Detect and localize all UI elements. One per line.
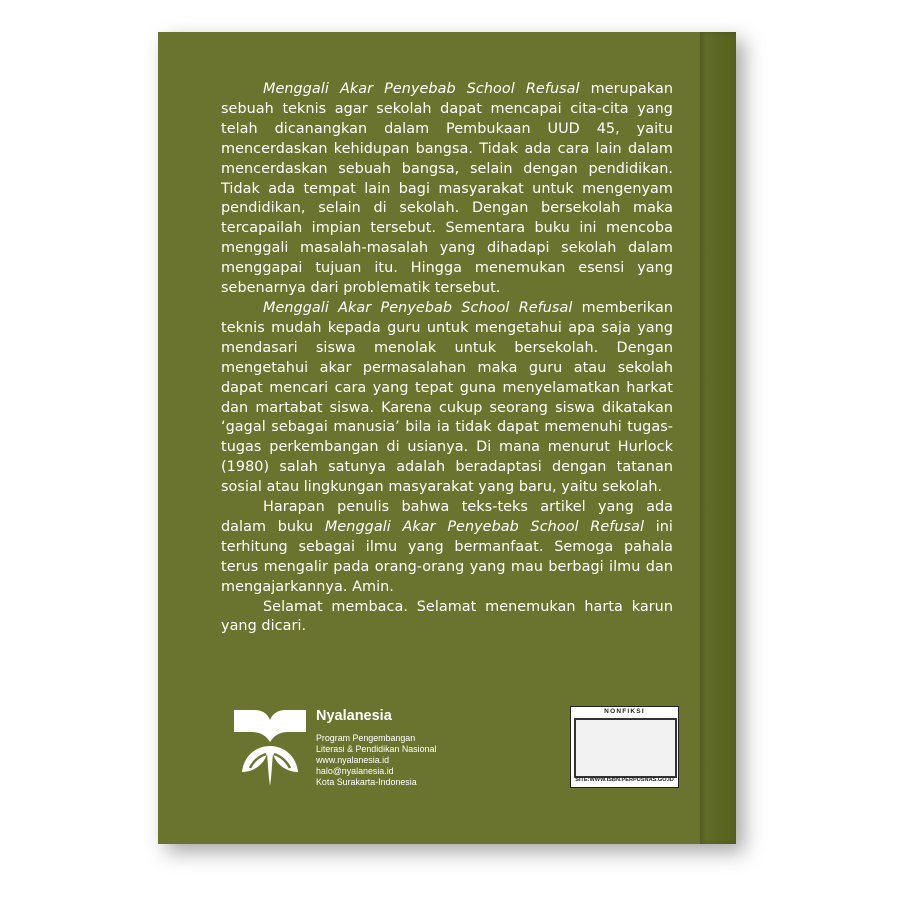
isbn-barcode-area — [574, 718, 677, 778]
publisher-details — [316, 733, 436, 788]
isbn-site-label: SITE:WWW.ISBN.PERPUSNAS.GO.ID — [575, 777, 674, 783]
blurb-paragraph-1 — [221, 80, 673, 299]
book-title-italic: Menggali Akar Penyebab School Refusal — [263, 299, 573, 316]
book-title-italic: Menggali Akar Penyebab School Refusal — [263, 81, 580, 97]
blurb-paragraph-2 — [221, 299, 673, 498]
isbn-category-label: NONFIKSI — [604, 708, 645, 715]
blurb-text: Harapan penulis bahwa teks-teks artikel yang ada dalam buku — [221, 499, 673, 535]
publisher-name: Nyalanesia — [316, 708, 392, 724]
publisher-website: www.nyalanesia.id — [316, 754, 390, 765]
back-cover-blurb — [221, 80, 673, 637]
blurb-paragraph-4 — [221, 598, 673, 638]
book-leaf-logo-icon — [232, 706, 308, 790]
publisher-location: Kota Surakarta-Indonesia — [316, 776, 417, 787]
book-spine — [700, 32, 736, 844]
blurb-text: ini terhitung sebagai ilmu yang bermanfaat. Semoga pahala terus mengalir pada orang-orang yang mau berbagi ilmu dan mengajarkannya. Amin. — [221, 518, 673, 595]
publisher-email: halo@nyalanesia.id — [316, 765, 394, 776]
blurb-paragraph-3 — [221, 498, 673, 598]
isbn-barcode-box — [570, 706, 679, 788]
blurb-text: memberikan teknis mudah kepada guru untuk mengetahui apa saja yang mendasari siswa menolak untuk bersekolah. Dengan mengetahui akar permasalahan maka guru atau sekolah dapat mencari cara yang tepat guna menyelamatkan harkat dan martabat siswa. Karena cukup seorang siswa dikatakan ‘gagal sebagai manusia’ bila ia tidak dapat memenuhi tugas-tugas perkembangan di usianya. Di mana menurut Hurlock (1980) salah satunya adalah beradaptasi dengan tatanan sosial atau lingkungan masyarakat yang baru, yaitu sekolah. — [221, 299, 673, 496]
book-title-italic: Menggali Akar Penyebab School Refusal — [324, 518, 645, 535]
publisher-block — [232, 706, 462, 796]
blurb-text: merupakan sebuah teknis agar sekolah dapat mencapai cita-cita yang telah dicanangkan dalam Pembukaan UUD 45, yaitu mencerdaskan kehidupan bangsa. Tidak ada cara lain dalam mencerdaskan sebuah bangsa, selain dengan pendidikan. Tidak ada tempat lain bagi masyarakat untuk mengenyam pendidikan, selain di sekolah. Dengan bersekolah maka tercapailah impian tersebut. Sementara buku ini mencoba menggali masalah-masalah yang dihadapi sekolah dalam menggapai tujuan itu. Hingga menemukan esensi yang sebenarnya dari problematik tersebut. — [221, 81, 673, 297]
publisher-line: Program Pengembangan — [316, 733, 416, 743]
publisher-line: Literasi & Pendidikan Nasional — [316, 743, 437, 754]
blurb-text: Selamat membaca. Selamat menemukan harta karun yang dicari. — [221, 598, 673, 635]
